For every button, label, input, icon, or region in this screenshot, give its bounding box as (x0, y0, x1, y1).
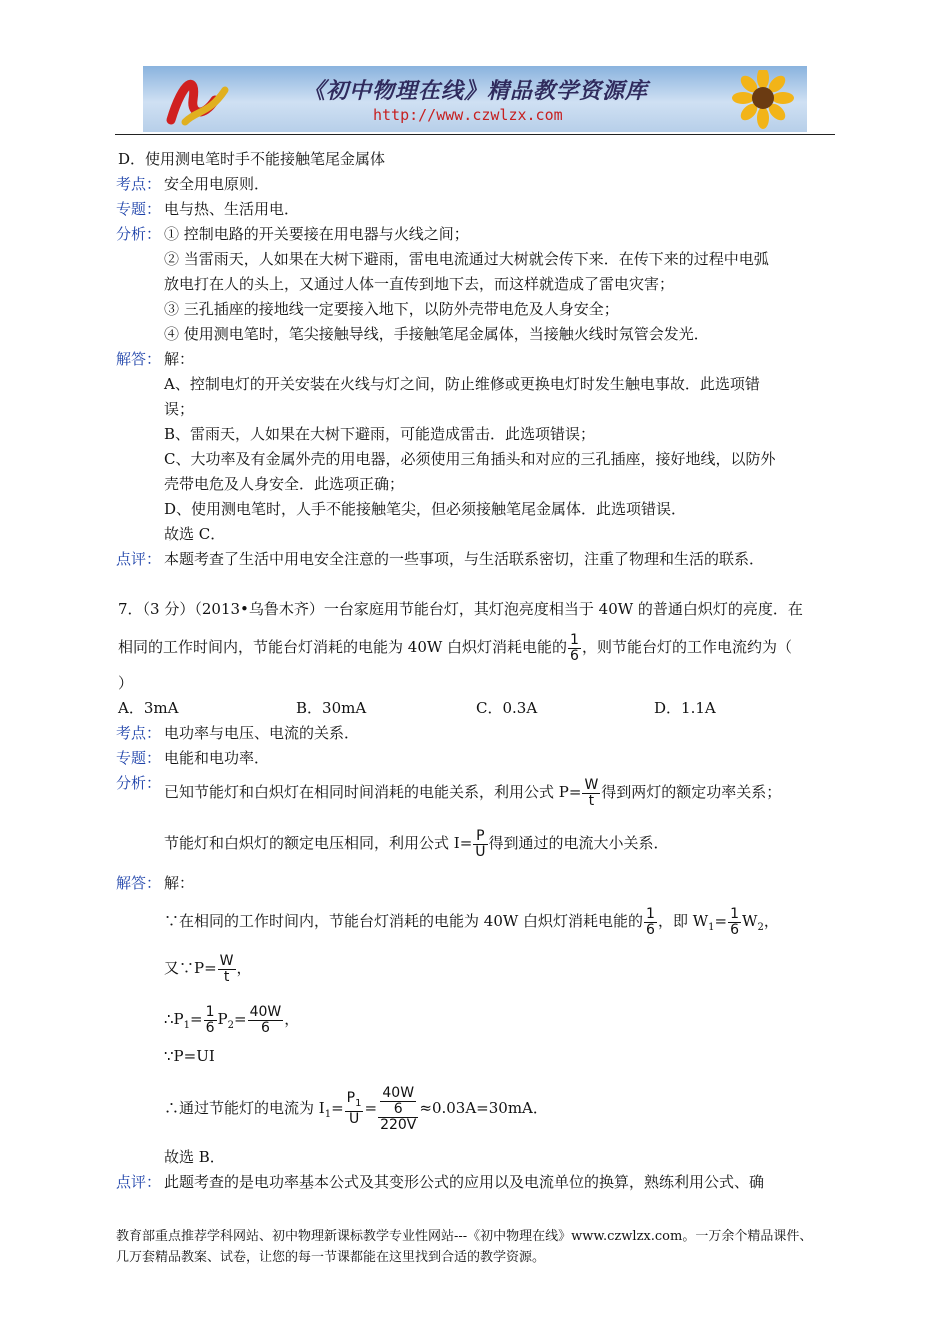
q7-option-c: C．0.3A (476, 699, 538, 717)
fraction-w-over-t: $\frac{W}{t}$ (584, 776, 599, 809)
q6-jieda-line: C、大功率及有金属外壳的用电器，必须使用三角插头和对应的三孔插座，接好地线，以防外 (164, 450, 776, 468)
q7-fenxi-line-2 (164, 826, 669, 860)
header-banner (143, 66, 807, 132)
q7-jieda-label: 解答： (116, 874, 162, 892)
q7-option-b: B．30mA (296, 699, 367, 717)
q7-stem-text: ，则节能台灯的工作电流约为（ (581, 638, 792, 656)
fraction-40w-over-6: $\frac{40W}{6}$ (249, 1003, 282, 1036)
q7-zhuanti: 电能和电功率． (164, 749, 270, 767)
q7-stem-line-3: ） (118, 674, 134, 692)
q7-step-1: ∵在相同的工作时间内，节能台灯消耗的电能为 40W 白炽灯消耗电能的 $\frac{1}{6}$ ，即 $W_1=$ $\frac{1}{6}$ $W_2$， (164, 905, 779, 938)
q7-kaodian: 电功率与电压、电流的关系． (164, 724, 360, 742)
q6-zhuanti-label: 专题： (116, 200, 162, 218)
q6-dianping-label: 点评： (116, 550, 162, 568)
q6-fenxi-label: 分析： (116, 225, 162, 243)
q7-step-3: $\therefore P_1=$ $\frac{1}{6}$ $P_2=$ $\frac{40W}{6}$ ， (164, 1003, 300, 1036)
fraction-one-sixth: $\frac{1}{6}$ (646, 905, 655, 938)
q6-fenxi-line: ③ 三孔插座的接地线一定要接入地下，以防外壳带电危及人身安全； (164, 300, 619, 318)
q6-conclusion: 故选 C． (164, 525, 226, 543)
q6-fenxi-line: 放电打在人的头上，又通过人体一直传到地下去，而这样就造成了雷电灾害； (164, 275, 675, 293)
q6-jieda-label: 解答： (116, 350, 162, 368)
q7-stem-line-2 (118, 630, 792, 664)
q7-stem-line-1: 7．（3 分）（2013•乌鲁木齐）一台家庭用节能台灯，其灯泡亮度相当于 40W 的普通白炽灯的亮度．在 (118, 600, 803, 618)
q6-jieda-line: A、控制电灯的开关安装在火线与灯之间，防止维修或更换电灯时发生触电事故．此选项错 (164, 375, 760, 393)
fraction-p1-over-u: $\frac{P_1}{U}$ (346, 1090, 362, 1127)
q7-step-4: ∵P=UI (164, 1047, 215, 1065)
banner-url[interactable]: http://www.czwlzx.com (373, 106, 563, 124)
q6-dianping: 本题考查了生活中用电安全注意的一些事项，与生活联系密切，注重了物理和生活的联系． (164, 550, 765, 568)
q6-jieda-line: D、使用测电笔时，人手不能接触笔尖，但必须接触笔尾金属体．此选项错误． (164, 500, 687, 518)
q7-option-a: A．3mA (118, 699, 179, 717)
q6-fenxi-line: ① 控制电路的开关要接在用电器与火线之间； (164, 225, 469, 243)
q7-kaodian-label: 考点： (116, 724, 162, 742)
q7-zhuanti-label: 专题： (116, 749, 162, 767)
fraction-w-over-t: $\frac{W}{t}$ (219, 952, 234, 985)
q6-zhuanti: 电与热、生活用电． (164, 200, 300, 218)
q6-jieda-line: B、雷雨天，人如果在大树下避雨，可能造成雷击．此选项错误； (164, 425, 596, 443)
q7-dianping-label: 点评： (116, 1173, 162, 1191)
q7-fenxi-line-1 (164, 775, 781, 809)
footer-line-2: 几万套精品教案、试卷，让您的每一节课都能在这里找到合适的教学资源。 (116, 1250, 546, 1265)
fraction-p-over-u: $\frac{P}{U}$ (475, 827, 486, 860)
q7-conclusion: 故选 B． (164, 1148, 225, 1166)
q6-jieda-intro: 解： (164, 350, 195, 368)
q7-fenxi-text: 已知节能灯和白炽灯在相同时间消耗的电能关系，利用公式 P= (164, 783, 582, 801)
q7-fenxi-text: 节能灯和白炽灯的额定电压相同，利用公式 I= (164, 834, 473, 852)
q7-step-2: 又∵P= $\frac{W}{t}$ ， (164, 952, 252, 985)
sunflower-image (721, 70, 801, 130)
q6-jieda-line: 壳带电危及人身安全．此选项正确； (164, 475, 405, 493)
q6-option-d: D．使用测电笔时手不能接触笔尾金属体 (118, 150, 386, 168)
q7-option-d: D．1.1A (654, 699, 716, 717)
q7-stem-text: 相同的工作时间内，节能台灯消耗的电能为 40W 白炽灯消耗电能的 (118, 638, 568, 656)
q7-fenxi-text: 得到通过的电流大小关系． (488, 834, 669, 852)
q7-step-5: ∴通过节能灯的电流为 $I_1=$ $\frac{P_1}{U}$ = $\frac{\frac{40W}{6}}{220V}$ ≈0.03A=30mA． (164, 1084, 548, 1133)
q6-jieda-line: 误； (164, 400, 195, 418)
q7-fenxi-label: 分析： (116, 774, 162, 792)
site-logo (163, 70, 233, 128)
q7-fenxi-text: 得到两灯的额定功率关系； (601, 783, 782, 801)
header-rule (115, 134, 835, 135)
fraction-one-sixth: $\frac{1}{6}$ (570, 631, 579, 664)
q6-kaodian-label: 考点： (116, 175, 162, 193)
fraction-one-sixth: $\frac{1}{6}$ (730, 905, 740, 938)
footer-line-1: 教育部重点推荐学科网站、初中物理新课标教学专业性网站---《初中物理在线》www.czwlzx.com。一万余个精品课件、 (116, 1229, 813, 1244)
q6-kaodian: 安全用电原则． (164, 175, 270, 193)
banner-title: 《初中物理在线》精品教学资源库 (303, 79, 649, 104)
q6-fenxi-line: ④ 使用测电笔时，笔尖接触导线，手接触笔尾金属体，当接触火线时氖管会发光． (164, 325, 709, 343)
q6-fenxi-line: ② 当雷雨天，人如果在大树下避雨，雷电电流通过大树就会传下来．在传下来的过程中电弧 (164, 250, 769, 268)
q7-jieda-intro: 解： (164, 874, 195, 892)
q7-dianping: 此题考查的是电功率基本公式及其变形公式的应用以及电流单位的换算，熟练利用公式、确 (164, 1173, 765, 1191)
fraction-one-sixth: $\frac{1}{6}$ (205, 1003, 215, 1036)
fraction-nested-current: $\frac{\frac{40W}{6}}{220V}$ (380, 1084, 417, 1133)
